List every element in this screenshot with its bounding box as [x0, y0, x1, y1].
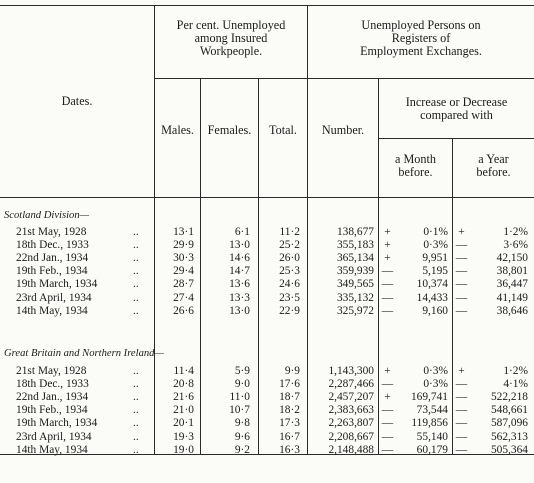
col-divider-number [378, 78, 379, 454]
cell-females: 5·9 [234, 365, 250, 377]
cell-females: 9·0 [234, 378, 250, 391]
cell-year: 548,661 [490, 404, 528, 417]
cell-month: 0·3% [423, 365, 448, 377]
cell-year-sign: + [458, 365, 465, 377]
cell-males: 28·7 [173, 278, 194, 291]
cell-year-sign: — [455, 417, 468, 430]
cell-month: 5,195 [422, 265, 448, 278]
cell-month: 73,544 [416, 404, 448, 417]
cell-dots: .. [133, 404, 139, 417]
cell-month: 169,741 [410, 391, 448, 404]
cell-month-sign: — [381, 443, 394, 456]
cell-year: 587,096 [490, 417, 528, 430]
cell-number: 138,677 [336, 226, 374, 238]
cell-year-sign: — [455, 391, 468, 404]
cell-number: 325,972 [336, 304, 374, 317]
header-males: Males. [161, 123, 194, 137]
cell-year-sign: — [455, 443, 468, 456]
cell-females: 13·0 [229, 239, 250, 252]
cell-year: 41,149 [496, 291, 528, 304]
cell-date: 18th Dec., 1933 [16, 378, 89, 391]
top-rule [0, 5, 534, 6]
rule-under-pct-group [155, 78, 307, 79]
header-change-group: Increase or Decrease compared with [405, 95, 508, 122]
cell-month-sign: + [384, 252, 391, 265]
cell-dots: .. [133, 378, 139, 391]
cell-number: 365,134 [336, 252, 374, 265]
cell-year-sign: — [455, 291, 468, 304]
cell-date: 19th March, 1934 [16, 278, 98, 291]
cell-year: 1·2% [503, 365, 528, 377]
cell-year-sign: + [458, 226, 465, 238]
cell-males: 20·1 [173, 417, 194, 430]
cell-date: 19th Feb., 1934 [16, 404, 88, 417]
cell-total: 22·9 [279, 304, 300, 317]
cell-year: 505,364 [490, 443, 528, 456]
cell-date: 22nd Jan., 1934 [16, 391, 89, 404]
cell-dots: .. [133, 443, 139, 456]
cell-females: 14·6 [229, 252, 250, 265]
cell-males: 21·6 [173, 391, 194, 404]
cell-year: 1·2% [503, 226, 528, 238]
cell-year-sign: — [455, 404, 468, 417]
cell-dots: .. [133, 391, 139, 404]
cell-date: 19th March, 1934 [16, 417, 98, 430]
cell-dots: .. [133, 304, 139, 317]
rule-under-change-group [379, 138, 534, 139]
cell-month: 0·3% [423, 239, 448, 252]
header-dates: Dates. [61, 94, 93, 108]
cell-females: 13·0 [229, 304, 250, 317]
cell-year: 4·1% [503, 378, 528, 391]
cell-males: 20·8 [173, 378, 194, 391]
cell-number: 335,132 [336, 291, 374, 304]
header-females: Females. [207, 123, 252, 137]
cell-month-sign: — [381, 417, 394, 430]
cell-number: 1,143,300 [328, 365, 374, 377]
cell-dots: .. [133, 278, 139, 291]
cell-year-sign: — [455, 430, 468, 443]
col-divider-total [307, 5, 308, 454]
rule-under-persons-group [308, 78, 534, 79]
cell-number: 359,939 [336, 265, 374, 278]
cell-month-sign: — [381, 404, 394, 417]
cell-year-sign: — [455, 239, 468, 252]
cell-date: 21st May, 1928 [16, 365, 87, 377]
cell-males: 26·6 [173, 304, 194, 317]
cell-month-sign: + [384, 391, 391, 404]
cell-year-sign: — [455, 252, 468, 265]
cell-year: 522,218 [490, 391, 528, 404]
cell-month-sign: — [381, 378, 394, 391]
cell-dots: .. [133, 226, 139, 238]
cell-number: 2,287,466 [328, 378, 374, 391]
cell-males: 29·4 [173, 265, 194, 278]
cell-dots: .. [133, 291, 139, 304]
cell-females: 9·8 [234, 417, 250, 430]
cell-date: 23rd April, 1934 [16, 430, 92, 443]
cell-month-sign: — [381, 304, 394, 317]
cell-year: 38,646 [496, 304, 528, 317]
cell-month-sign: + [384, 365, 391, 377]
section-title-scotland: Scotland Division— [4, 210, 90, 221]
header-month-before: a Month before. [395, 152, 436, 179]
cell-year: 36,447 [496, 278, 528, 291]
cell-dots: .. [133, 239, 139, 252]
cell-month-sign: — [381, 430, 394, 443]
cell-females: 13·6 [229, 278, 250, 291]
cell-date: 19th Feb., 1934 [16, 265, 88, 278]
cell-females: 9·6 [234, 430, 250, 443]
cell-month: 9,160 [422, 304, 448, 317]
cell-number: 2,148,488 [328, 443, 374, 456]
cell-dots: .. [133, 252, 139, 265]
cell-females: 13·3 [229, 291, 250, 304]
cell-month: 9,951 [422, 252, 448, 265]
cell-dots: .. [133, 365, 139, 377]
cell-dots: .. [133, 265, 139, 278]
cell-males: 29·9 [173, 239, 194, 252]
cell-males: 13·1 [173, 226, 194, 238]
cell-dots: .. [133, 417, 139, 430]
cell-total: 11·2 [279, 226, 300, 238]
cell-total: 16·7 [279, 430, 300, 443]
cell-year: 562,313 [490, 430, 528, 443]
cell-females: 14·7 [229, 265, 250, 278]
cell-total: 9·9 [284, 365, 300, 377]
cell-date: 14th May, 1934 [16, 304, 88, 317]
cell-date: 22nd Jan., 1934 [16, 252, 89, 265]
cell-total: 26·0 [279, 252, 300, 265]
cell-month-sign: — [381, 278, 394, 291]
header-number: Number. [321, 123, 365, 137]
cell-number: 355,183 [336, 239, 374, 252]
cell-number: 2,263,807 [328, 417, 374, 430]
cell-year: 42,150 [496, 252, 528, 265]
cell-year-sign: — [455, 265, 468, 278]
cell-females: 6·1 [234, 226, 250, 238]
cell-females: 9·2 [234, 443, 250, 456]
cell-number: 2,457,207 [328, 391, 374, 404]
cell-month-sign: + [384, 226, 391, 238]
cell-total: 18·2 [279, 404, 300, 417]
cell-year-sign: — [455, 278, 468, 291]
cell-month: 119,856 [411, 417, 448, 430]
cell-males: 19·3 [173, 430, 194, 443]
cell-year: 38,801 [496, 265, 528, 278]
cell-number: 2,208,667 [328, 430, 374, 443]
cell-males: 11·4 [173, 365, 194, 377]
cell-total: 18·7 [279, 391, 300, 404]
cell-month: 60,179 [416, 443, 448, 456]
cell-number: 2,383,663 [328, 404, 374, 417]
cell-dots: .. [133, 430, 139, 443]
cell-month: 55,140 [416, 430, 448, 443]
cell-females: 11·0 [229, 391, 250, 404]
cell-females: 10·7 [229, 404, 250, 417]
cell-month-sign: — [381, 291, 394, 304]
cell-month: 10,374 [416, 278, 448, 291]
cell-year-sign: — [455, 304, 468, 317]
cell-date: 18th Dec., 1933 [16, 239, 89, 252]
cell-males: 21·0 [173, 404, 194, 417]
header-year-before: a Year before. [476, 152, 511, 179]
cell-number: 349,565 [336, 278, 374, 291]
cell-total: 24·6 [279, 278, 300, 291]
col-divider-month [452, 138, 453, 454]
cell-total: 17·3 [279, 417, 300, 430]
cell-year-sign: — [455, 378, 468, 391]
cell-year: 3·6% [503, 239, 528, 252]
cell-total: 17·6 [279, 378, 300, 391]
header-total: Total. [269, 123, 297, 137]
cell-date: 14th May, 1934 [16, 443, 88, 456]
cell-total: 23·5 [279, 291, 300, 304]
cell-date: 21st May, 1928 [16, 226, 87, 238]
col-divider-dates [154, 5, 155, 454]
header-persons-group: Unemployed Persons on Registers of Employment Exchanges. [360, 18, 482, 58]
cell-males: 30·3 [173, 252, 194, 265]
cell-month-sign: — [381, 265, 394, 278]
section-title-great-britain: Great Britain and Northern Ireland— [4, 348, 164, 359]
cell-month: 0·1% [423, 226, 448, 238]
cell-total: 25·3 [279, 265, 300, 278]
cell-total: 25·2 [279, 239, 300, 252]
cell-total: 16·3 [279, 443, 300, 456]
cell-month-sign: + [384, 239, 391, 252]
header-percent-group: Per cent. Unemployed among Insured Workpeople. [176, 18, 286, 58]
cell-males: 27·4 [173, 291, 194, 304]
cell-month: 0·3% [423, 378, 448, 391]
cell-males: 19·0 [173, 443, 194, 456]
cell-month: 14,433 [416, 291, 448, 304]
cell-date: 23rd April, 1934 [16, 291, 92, 304]
header-bottom-rule [0, 197, 534, 198]
